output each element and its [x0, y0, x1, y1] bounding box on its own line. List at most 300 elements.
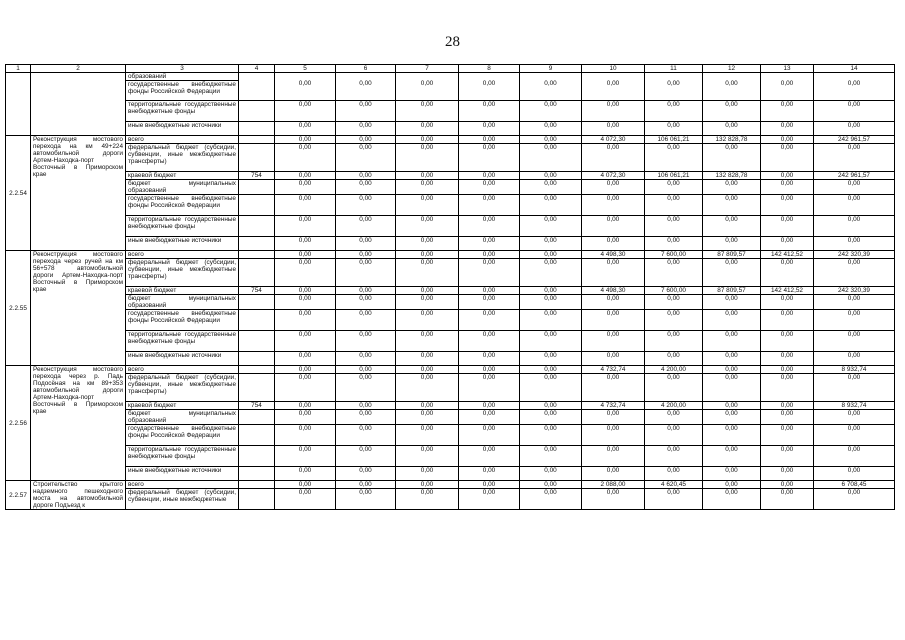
amount-cell: 0,00: [645, 425, 703, 446]
funding-source-label: территориальные государственные внебюджетные фонды: [128, 216, 236, 230]
funding-source-label: иные внебюджетные источники: [128, 467, 222, 474]
amount-cell: 0,00: [645, 259, 703, 287]
amount-cell: 0,00: [761, 481, 814, 489]
amount-cell: 0,00: [520, 489, 582, 510]
amount-cell: 0,00: [814, 73, 895, 101]
amount-cell: 0,00: [645, 237, 703, 251]
amount-cell: 0,00: [459, 489, 520, 510]
amount-cell: 0,00: [275, 144, 336, 172]
amount-cell: 0,00: [703, 295, 761, 310]
amount-cell: 0,00: [396, 425, 459, 446]
amount-cell: 0,00: [814, 259, 895, 287]
amount-cell: 0,00: [275, 259, 336, 287]
budget-table: [5, 64, 895, 510]
amount-cell: 132 828,78: [703, 172, 761, 180]
amount-cell: 0,00: [582, 180, 645, 195]
column-header: 12: [703, 65, 761, 73]
amount-cell: 0,00: [396, 287, 459, 295]
table-row: [6, 180, 895, 195]
amount-cell: 0,00: [396, 402, 459, 410]
amount-cell: 0,00: [520, 331, 582, 352]
budget-code: [239, 216, 275, 237]
amount-cell: 4 200,00: [645, 366, 703, 374]
amount-cell: 0,00: [582, 410, 645, 425]
amount-cell: 0,00: [814, 101, 895, 122]
funding-source: [126, 467, 239, 481]
amount-cell: 0,00: [814, 180, 895, 195]
amount-cell: 0,00: [396, 73, 459, 101]
amount-cell: 0,00: [761, 216, 814, 237]
budget-code: [239, 331, 275, 352]
amount-cell: 0,00: [396, 195, 459, 216]
funding-source-label: иные внебюджетные источники: [128, 352, 222, 359]
amount-cell: 0,00: [396, 374, 459, 402]
amount-cell: 0,00: [520, 374, 582, 402]
funding-source-label: всего: [128, 251, 144, 258]
amount-cell: 0,00: [703, 467, 761, 481]
funding-source: [126, 216, 239, 237]
amount-cell: 0,00: [459, 237, 520, 251]
amount-cell: 0,00: [396, 136, 459, 144]
item-name: [31, 73, 126, 136]
table-row: [6, 136, 895, 144]
amount-cell: 0,00: [761, 310, 814, 331]
amount-cell: 0,00: [520, 287, 582, 295]
amount-cell: 0,00: [761, 180, 814, 195]
item-code: [6, 73, 31, 136]
amount-cell: 0,00: [336, 144, 396, 172]
amount-cell: 0,00: [459, 287, 520, 295]
funding-source: [126, 446, 239, 467]
amount-cell: 0,00: [814, 425, 895, 446]
amount-cell: 0,00: [761, 259, 814, 287]
amount-cell: 0,00: [814, 489, 895, 510]
amount-cell: 0,00: [582, 352, 645, 366]
amount-cell: 0,00: [520, 195, 582, 216]
amount-cell: 0,00: [520, 73, 582, 101]
amount-cell: 0,00: [814, 295, 895, 310]
table-row: [6, 467, 895, 481]
amount-cell: 0,00: [703, 481, 761, 489]
amount-cell: 0,00: [520, 259, 582, 287]
amount-cell: 0,00: [761, 73, 814, 101]
amount-cell: 0,00: [275, 374, 336, 402]
amount-cell: 106 061,21: [645, 172, 703, 180]
amount-cell: 0,00: [275, 136, 336, 144]
amount-cell: 0,00: [336, 136, 396, 144]
amount-cell: 0,00: [814, 122, 895, 136]
amount-cell: 0,00: [459, 180, 520, 195]
amount-cell: 0,00: [703, 195, 761, 216]
amount-cell: 0,00: [275, 410, 336, 425]
amount-cell: 0,00: [520, 410, 582, 425]
amount-cell: 0,00: [336, 195, 396, 216]
amount-cell: 0,00: [582, 295, 645, 310]
amount-cell: 0,00: [396, 237, 459, 251]
table-row: [6, 144, 895, 172]
amount-cell: 4 072,30: [582, 136, 645, 144]
amount-cell: 0,00: [703, 489, 761, 510]
amount-cell: 0,00: [703, 122, 761, 136]
amount-cell: 0,00: [520, 425, 582, 446]
amount-cell: 0,00: [336, 251, 396, 259]
amount-cell: 0,00: [703, 402, 761, 410]
column-header: 7: [396, 65, 459, 73]
budget-code: 754: [239, 287, 275, 295]
source-fragment: образований: [126, 73, 238, 81]
item-code: 2.2.56: [6, 366, 31, 481]
funding-source: [126, 489, 239, 510]
amount-cell: 0,00: [396, 489, 459, 510]
funding-source-label: иные внебюджетные источники: [128, 237, 222, 244]
amount-cell: 0,00: [459, 172, 520, 180]
amount-cell: 0,00: [396, 216, 459, 237]
amount-cell: 0,00: [275, 195, 336, 216]
amount-cell: 142 412,52: [761, 287, 814, 295]
amount-cell: 0,00: [396, 101, 459, 122]
funding-source-label: всего: [128, 136, 144, 143]
amount-cell: 4 072,30: [582, 172, 645, 180]
amount-cell: 0,00: [396, 122, 459, 136]
budget-code: [239, 144, 275, 172]
budget-code: [239, 481, 275, 489]
amount-cell: 0,00: [275, 251, 336, 259]
amount-cell: 87 809,57: [703, 251, 761, 259]
amount-cell: 0,00: [703, 374, 761, 402]
amount-cell: 0,00: [520, 216, 582, 237]
amount-cell: 0,00: [336, 122, 396, 136]
column-header: 5: [275, 65, 336, 73]
funding-source: [126, 122, 239, 136]
amount-cell: 0,00: [645, 101, 703, 122]
amount-cell: 4 200,00: [645, 402, 703, 410]
funding-source-label: всего: [128, 366, 144, 373]
amount-cell: 0,00: [703, 237, 761, 251]
budget-code: 754: [239, 172, 275, 180]
amount-cell: 0,00: [459, 402, 520, 410]
amount-cell: 0,00: [275, 237, 336, 251]
amount-cell: 0,00: [336, 481, 396, 489]
funding-source-label: бюджет муниципальных образований: [128, 410, 236, 424]
funding-source: [126, 425, 239, 446]
amount-cell: 0,00: [275, 446, 336, 467]
amount-cell: 0,00: [396, 172, 459, 180]
amount-cell: 0,00: [645, 374, 703, 402]
amount-cell: 0,00: [582, 425, 645, 446]
funding-source-label: территориальные государственные внебюджетные фонды: [128, 331, 236, 345]
amount-cell: 0,00: [336, 172, 396, 180]
amount-cell: 0,00: [520, 144, 582, 172]
item-code: 2.2.54: [6, 136, 31, 251]
table-row: [6, 287, 895, 295]
amount-cell: 0,00: [761, 402, 814, 410]
amount-cell: 0,00: [582, 73, 645, 101]
column-header: 2: [31, 65, 126, 73]
amount-cell: 0,00: [814, 310, 895, 331]
budget-code: 754: [239, 402, 275, 410]
amount-cell: 0,00: [761, 144, 814, 172]
amount-cell: 0,00: [582, 122, 645, 136]
budget-code: [239, 122, 275, 136]
amount-cell: 0,00: [814, 144, 895, 172]
amount-cell: 0,00: [645, 352, 703, 366]
item-name: Реконструкция мостового перехода через р. Падь Подосёная на км 89+353 автомобильной дороги Артем-Находка-порт Восточный в Приморском крае: [31, 366, 126, 481]
amount-cell: 0,00: [814, 216, 895, 237]
amount-cell: 0,00: [582, 195, 645, 216]
column-header: 9: [520, 65, 582, 73]
amount-cell: 0,00: [396, 259, 459, 287]
amount-cell: 6 708,45: [814, 481, 895, 489]
amount-cell: 0,00: [582, 331, 645, 352]
amount-cell: 0,00: [520, 251, 582, 259]
table-row: [6, 366, 895, 374]
amount-cell: 0,00: [275, 352, 336, 366]
item-code: 2.2.57: [6, 481, 31, 510]
column-header: 3: [126, 65, 239, 73]
funding-source: [126, 237, 239, 251]
column-header: 8: [459, 65, 520, 73]
item-name: Реконструкция мостового перехода через ручей на км 56+578 автомобильной дороги Артем-Находка-порт Восточный в Приморском крае: [31, 251, 126, 366]
amount-cell: 0,00: [761, 366, 814, 374]
amount-cell: 0,00: [582, 144, 645, 172]
amount-cell: 0,00: [703, 180, 761, 195]
amount-cell: 0,00: [814, 410, 895, 425]
funding-source-label: федеральный бюджет (субсидии, субвенции, иные межбюджетные трансферты): [128, 259, 236, 280]
item-name: Реконструкция мостового перехода на км 49+224 автомобильной дороги Артем-Находка-порт Восточный в Приморском крае: [31, 136, 126, 251]
amount-cell: 0,00: [275, 366, 336, 374]
amount-cell: 0,00: [645, 410, 703, 425]
amount-cell: 0,00: [336, 366, 396, 374]
amount-cell: 0,00: [520, 180, 582, 195]
amount-cell: 0,00: [336, 331, 396, 352]
amount-cell: 4 732,74: [582, 366, 645, 374]
amount-cell: 0,00: [396, 144, 459, 172]
amount-cell: 0,00: [275, 172, 336, 180]
amount-cell: 242 320,39: [814, 287, 895, 295]
funding-source: [126, 136, 239, 144]
amount-cell: 0,00: [703, 310, 761, 331]
amount-cell: 0,00: [703, 73, 761, 101]
funding-source-label: государственные внебюджетные фонды Российской Федерации: [128, 81, 236, 95]
amount-cell: 0,00: [336, 101, 396, 122]
amount-cell: 0,00: [396, 481, 459, 489]
budget-code: [239, 410, 275, 425]
amount-cell: 0,00: [396, 446, 459, 467]
budget-code: [239, 259, 275, 287]
amount-cell: 0,00: [761, 295, 814, 310]
amount-cell: 0,00: [582, 489, 645, 510]
amount-cell: 4 620,45: [645, 481, 703, 489]
amount-cell: 8 932,74: [814, 402, 895, 410]
amount-cell: 4 732,74: [582, 402, 645, 410]
amount-cell: 242 961,57: [814, 172, 895, 180]
column-header: 10: [582, 65, 645, 73]
amount-cell: 0,00: [814, 374, 895, 402]
budget-code: [239, 352, 275, 366]
table-row: [6, 216, 895, 237]
table-row: [6, 374, 895, 402]
budget-code: [239, 446, 275, 467]
budget-code: [239, 180, 275, 195]
amount-cell: 2 088,00: [582, 481, 645, 489]
amount-cell: 0,00: [703, 366, 761, 374]
funding-source: [126, 172, 239, 180]
amount-cell: 0,00: [520, 101, 582, 122]
amount-cell: 0,00: [703, 352, 761, 366]
amount-cell: 0,00: [336, 295, 396, 310]
funding-source: [126, 366, 239, 374]
amount-cell: 0,00: [814, 237, 895, 251]
amount-cell: 0,00: [396, 366, 459, 374]
amount-cell: 0,00: [814, 446, 895, 467]
amount-cell: 0,00: [275, 331, 336, 352]
amount-cell: 0,00: [761, 172, 814, 180]
funding-source: [126, 287, 239, 295]
amount-cell: 0,00: [703, 144, 761, 172]
amount-cell: 0,00: [703, 259, 761, 287]
amount-cell: 0,00: [814, 467, 895, 481]
column-header: 1: [6, 65, 31, 73]
amount-cell: 0,00: [336, 73, 396, 101]
amount-cell: 0,00: [645, 331, 703, 352]
amount-cell: 0,00: [459, 144, 520, 172]
amount-cell: 0,00: [761, 352, 814, 366]
funding-source: [126, 481, 239, 489]
amount-cell: 4 498,30: [582, 287, 645, 295]
amount-cell: 0,00: [520, 366, 582, 374]
amount-cell: 0,00: [459, 101, 520, 122]
amount-cell: 242 320,39: [814, 251, 895, 259]
table-row: [6, 195, 895, 216]
funding-source-label: всего: [128, 481, 144, 488]
amount-cell: 0,00: [520, 122, 582, 136]
amount-cell: 0,00: [520, 446, 582, 467]
amount-cell: 0,00: [520, 481, 582, 489]
table-row: [6, 259, 895, 287]
column-header: 6: [336, 65, 396, 73]
funding-source-label: государственные внебюджетные фонды Российской Федерации: [128, 425, 236, 439]
amount-cell: 0,00: [459, 216, 520, 237]
item-name: Строительство крытого надземного пешеходного моста на автомобильной дороге Подъезд к: [31, 481, 126, 510]
funding-source-label: федеральный бюджет (субсидии, субвенции, иные межбюджетные трансферты): [128, 144, 236, 165]
amount-cell: 0,00: [459, 73, 520, 101]
amount-cell: 0,00: [761, 467, 814, 481]
amount-cell: 0,00: [582, 259, 645, 287]
amount-cell: 0,00: [336, 410, 396, 425]
funding-source-label: федеральный бюджет (субсидии, субвенции, иные межбюджетные трансферты): [128, 374, 236, 395]
table-row: [6, 481, 895, 489]
funding-source: [126, 352, 239, 366]
column-header: 4: [239, 65, 275, 73]
amount-cell: 0,00: [814, 331, 895, 352]
funding-source: [126, 310, 239, 331]
amount-cell: 0,00: [761, 489, 814, 510]
amount-cell: 0,00: [275, 73, 336, 101]
column-header: 11: [645, 65, 703, 73]
table-row: [6, 352, 895, 366]
funding-source: [126, 259, 239, 287]
amount-cell: 0,00: [520, 467, 582, 481]
amount-cell: 0,00: [520, 237, 582, 251]
amount-cell: 0,00: [645, 295, 703, 310]
table-row: [6, 331, 895, 352]
amount-cell: 0,00: [396, 295, 459, 310]
amount-cell: 132 828,78: [703, 136, 761, 144]
amount-cell: 0,00: [396, 467, 459, 481]
amount-cell: 0,00: [582, 374, 645, 402]
table-row: [6, 489, 895, 510]
amount-cell: 0,00: [459, 122, 520, 136]
amount-cell: 0,00: [582, 446, 645, 467]
amount-cell: 0,00: [645, 195, 703, 216]
budget-code: [239, 425, 275, 446]
table-row: [6, 251, 895, 259]
budget-code: [239, 366, 275, 374]
budget-code: [239, 251, 275, 259]
amount-cell: 0,00: [520, 295, 582, 310]
funding-source: [126, 374, 239, 402]
funding-source: [126, 295, 239, 310]
amount-cell: 0,00: [761, 122, 814, 136]
amount-cell: 0,00: [645, 310, 703, 331]
amount-cell: 0,00: [275, 481, 336, 489]
amount-cell: 0,00: [275, 425, 336, 446]
funding-source: [126, 180, 239, 195]
amount-cell: 0,00: [645, 144, 703, 172]
amount-cell: 0,00: [275, 180, 336, 195]
amount-cell: 0,00: [275, 101, 336, 122]
amount-cell: 0,00: [459, 481, 520, 489]
amount-cell: 0,00: [703, 446, 761, 467]
amount-cell: 106 061,21: [645, 136, 703, 144]
amount-cell: 0,00: [336, 402, 396, 410]
amount-cell: 0,00: [582, 101, 645, 122]
amount-cell: 242 961,57: [814, 136, 895, 144]
amount-cell: 0,00: [582, 467, 645, 481]
amount-cell: 0,00: [396, 251, 459, 259]
amount-cell: 0,00: [396, 352, 459, 366]
amount-cell: 0,00: [459, 310, 520, 331]
amount-cell: 0,00: [459, 352, 520, 366]
budget-code: [239, 467, 275, 481]
table-row: [6, 172, 895, 180]
amount-cell: 0,00: [814, 352, 895, 366]
amount-cell: 8 932,74: [814, 366, 895, 374]
amount-cell: 0,00: [459, 425, 520, 446]
funding-source-label: бюджет муниципальных образований: [128, 295, 236, 309]
amount-cell: 0,00: [520, 402, 582, 410]
amount-cell: 0,00: [275, 467, 336, 481]
amount-cell: 0,00: [336, 425, 396, 446]
amount-cell: 0,00: [761, 331, 814, 352]
amount-cell: 0,00: [336, 216, 396, 237]
funding-source: [126, 195, 239, 216]
funding-source-label: территориальные государственные внебюджетные фонды: [128, 446, 236, 460]
budget-code: [239, 73, 275, 101]
amount-cell: 0,00: [761, 446, 814, 467]
amount-cell: 0,00: [582, 216, 645, 237]
amount-cell: 0,00: [761, 136, 814, 144]
header-row: [6, 65, 895, 73]
amount-cell: 0,00: [275, 295, 336, 310]
table-row: [6, 237, 895, 251]
table-row: [6, 101, 895, 122]
amount-cell: 0,00: [761, 425, 814, 446]
amount-cell: 7 600,00: [645, 287, 703, 295]
funding-source-label: территориальные государственные внебюджетные фонды: [128, 101, 236, 115]
amount-cell: 0,00: [703, 425, 761, 446]
amount-cell: 0,00: [703, 331, 761, 352]
